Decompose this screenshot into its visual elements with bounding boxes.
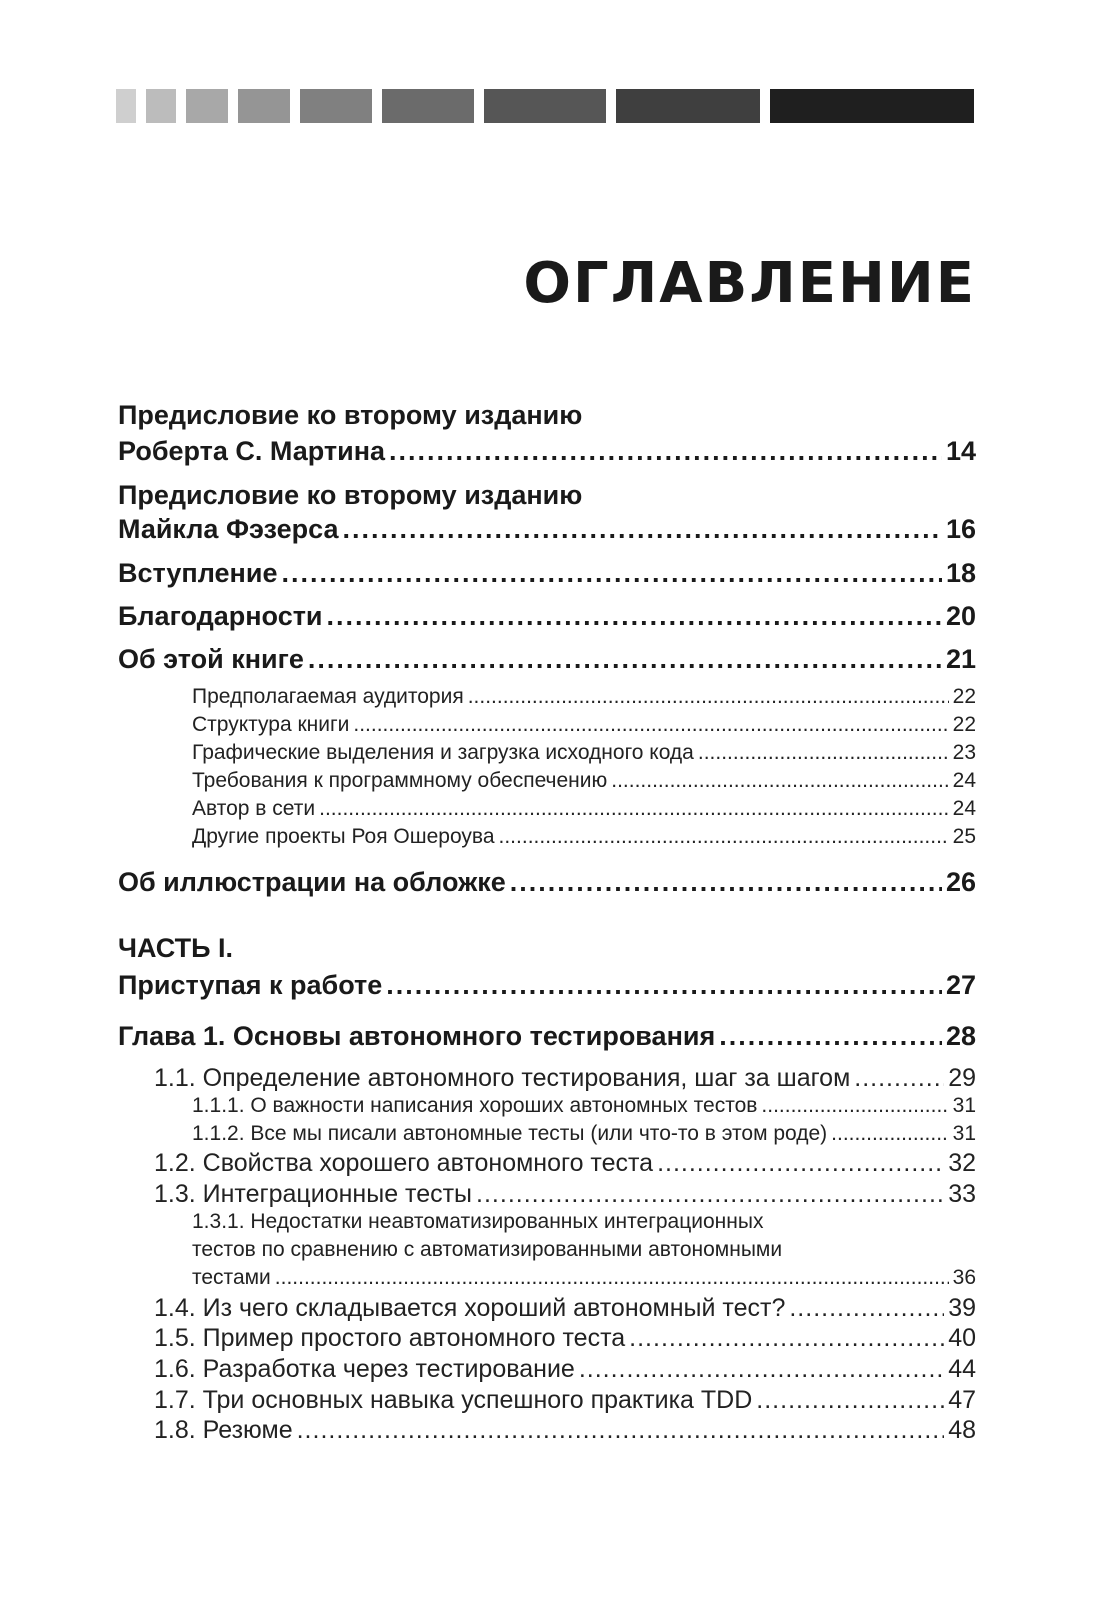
leader-dots	[789, 1294, 944, 1323]
toc-section[interactable]	[154, 1355, 976, 1384]
toc-entry-label: Об этой книге	[118, 644, 304, 674]
leader-dots	[510, 867, 942, 898]
toc-entry-label: Автор в сети	[192, 797, 316, 820]
header-bar-segment	[300, 89, 372, 123]
leader-dots	[386, 970, 942, 1001]
toc-part-heading[interactable]: ЧАСТЬ I.	[118, 933, 234, 963]
toc-entry-label: 1.6. Разработка через тестирование	[154, 1355, 575, 1383]
toc-entry-label: Майкла Фэзерса	[118, 514, 339, 544]
toc-subsection[interactable]	[192, 1094, 976, 1118]
toc-page-number: 25	[952, 825, 976, 848]
toc-section[interactable]	[154, 1064, 976, 1093]
toc-section[interactable]	[154, 1149, 976, 1178]
toc-entry-label: тестами	[192, 1266, 271, 1289]
leader-dots	[698, 741, 949, 765]
toc-entry-label: Глава 1. Основы автономного тестирования	[118, 1021, 716, 1051]
leader-dots	[579, 1355, 944, 1384]
toc-subsection-line1[interactable]: 1.3.1. Недостатки неавтоматизированных интеграционных	[192, 1210, 764, 1233]
toc-section[interactable]	[154, 1386, 976, 1415]
header-bar-segment	[238, 89, 290, 123]
toc-section[interactable]	[154, 1324, 976, 1353]
header-bar-segment	[382, 89, 474, 123]
leader-dots	[327, 601, 942, 632]
toc-subentry[interactable]	[192, 825, 976, 849]
toc-entry-part1[interactable]	[118, 970, 976, 1001]
toc-page-number: 36	[952, 1266, 976, 1289]
page-title: ОГЛАВЛЕНИЕ	[523, 251, 976, 316]
toc-entry-label: 1.4. Из чего складывается хороший автономный тест?	[154, 1294, 786, 1322]
toc-page-number: 40	[948, 1324, 976, 1352]
toc-entry-cover-illustration[interactable]	[118, 867, 976, 898]
header-bar-segment	[770, 89, 974, 123]
toc-entry-label: Приступая к работе	[118, 970, 383, 1000]
toc-page-number: 33	[948, 1180, 976, 1208]
leader-dots	[629, 1324, 944, 1353]
toc-entry-label: 1.2. Свойства хорошего автономного теста	[154, 1149, 654, 1177]
header-gradient-bar	[116, 89, 974, 123]
leader-dots	[657, 1149, 944, 1178]
toc-subentry[interactable]	[192, 797, 976, 821]
toc-entry-chapter1[interactable]	[118, 1021, 976, 1052]
leader-dots	[854, 1064, 944, 1093]
toc-page-number: 27	[945, 970, 976, 1000]
toc-page-number: 18	[945, 558, 976, 588]
toc-entry-label: Об иллюстрации на обложке	[118, 867, 506, 897]
leader-dots	[831, 1122, 948, 1146]
toc-entry-intro[interactable]	[118, 558, 976, 589]
leader-dots	[281, 558, 941, 589]
toc-entry-label: Графические выделения и загрузка исходного кода	[192, 741, 694, 764]
toc-entry-about-book[interactable]	[118, 644, 976, 675]
toc-subsection[interactable]	[192, 1122, 976, 1146]
toc-entry-label: 1.1.1. О важности написания хороших автономных тестов	[192, 1094, 758, 1117]
leader-dots	[611, 769, 948, 793]
leader-dots	[342, 514, 941, 545]
toc-page-number: 31	[952, 1122, 976, 1145]
toc-entry-label: Благодарности	[118, 601, 323, 631]
toc-subentry[interactable]	[192, 741, 976, 765]
toc-entry-label: Предполагаемая аудитория	[192, 685, 464, 708]
toc-page-number: 32	[948, 1149, 976, 1177]
toc-entry-preface-martin[interactable]	[118, 436, 976, 467]
toc-entry-label: 1.3. Интеграционные тесты	[154, 1180, 473, 1208]
toc-subentry[interactable]	[192, 769, 976, 793]
toc-page-number: 31	[952, 1094, 976, 1117]
toc-entry-label: Роберта С. Мартина	[118, 436, 386, 466]
toc-page-number: 28	[945, 1021, 976, 1051]
leader-dots	[468, 685, 949, 709]
header-bar-segment	[186, 89, 228, 123]
toc-entry-acknowledgements[interactable]	[118, 601, 976, 632]
toc-subsection[interactable]	[192, 1266, 976, 1290]
toc-subsection-line2[interactable]: тестов по сравнению с автоматизированными автономными	[192, 1238, 783, 1261]
toc-page-number: 44	[948, 1355, 976, 1383]
header-bar-segment	[484, 89, 606, 123]
toc-section[interactable]	[154, 1180, 976, 1209]
toc-page-number: 47	[948, 1386, 976, 1414]
toc-page-number: 39	[948, 1294, 976, 1322]
leader-dots	[719, 1021, 942, 1052]
header-bar-segment	[146, 89, 176, 123]
toc-entry-preface-feathers-line1[interactable]: Предисловие ко второму изданию	[118, 480, 583, 510]
toc-page-number: 14	[945, 436, 976, 466]
toc-page-number: 21	[945, 644, 976, 674]
leader-dots	[389, 436, 942, 467]
toc-subentry[interactable]	[192, 713, 976, 737]
toc-page-number: 26	[945, 867, 976, 897]
toc-entry-label: 1.1. Определение автономного тестирования, шаг за шагом	[154, 1064, 851, 1092]
toc-entry-label: 1.1.2. Все мы писали автономные тесты (или что-то в этом роде)	[192, 1122, 828, 1145]
toc-entry-label: Вступление	[118, 558, 278, 588]
toc-entry-label: Другие проекты Роя Ошероува	[192, 825, 495, 848]
toc-page-number: 16	[945, 514, 976, 544]
leader-dots	[353, 713, 948, 737]
header-bar-segment	[116, 89, 136, 123]
toc-section[interactable]	[154, 1294, 976, 1323]
toc-entry-label: 1.8. Резюме	[154, 1416, 293, 1444]
leader-dots	[761, 1094, 948, 1118]
toc-entry-label: 1.7. Три основных навыка успешного практика TDD	[154, 1386, 753, 1414]
toc-subentry[interactable]	[192, 685, 976, 709]
leader-dots	[297, 1416, 945, 1445]
leader-dots	[499, 825, 949, 849]
header-bar-segment	[616, 89, 760, 123]
toc-page-number: 48	[948, 1416, 976, 1444]
toc-page-number: 24	[952, 797, 976, 820]
toc-entry-label: Требования к программному обеспечению	[192, 769, 608, 792]
toc-section[interactable]	[154, 1416, 976, 1445]
toc-page-number: 23	[952, 741, 976, 764]
toc-entry-preface-feathers[interactable]	[118, 514, 976, 545]
toc-entry-preface-martin-line1[interactable]: Предисловие ко второму изданию	[118, 400, 583, 430]
toc-entry-label: 1.5. Пример простого автономного теста	[154, 1324, 626, 1352]
toc-page-number: 20	[945, 601, 976, 631]
toc-page-number: 22	[952, 685, 976, 708]
toc-entry-label: Структура книги	[192, 713, 350, 736]
toc-page-number: 22	[952, 713, 976, 736]
leader-dots	[308, 644, 942, 675]
leader-dots	[476, 1180, 944, 1209]
toc-page-number: 29	[948, 1064, 976, 1092]
leader-dots	[275, 1266, 949, 1290]
toc-page-number: 24	[952, 769, 976, 792]
leader-dots	[319, 797, 949, 821]
leader-dots	[756, 1386, 944, 1415]
